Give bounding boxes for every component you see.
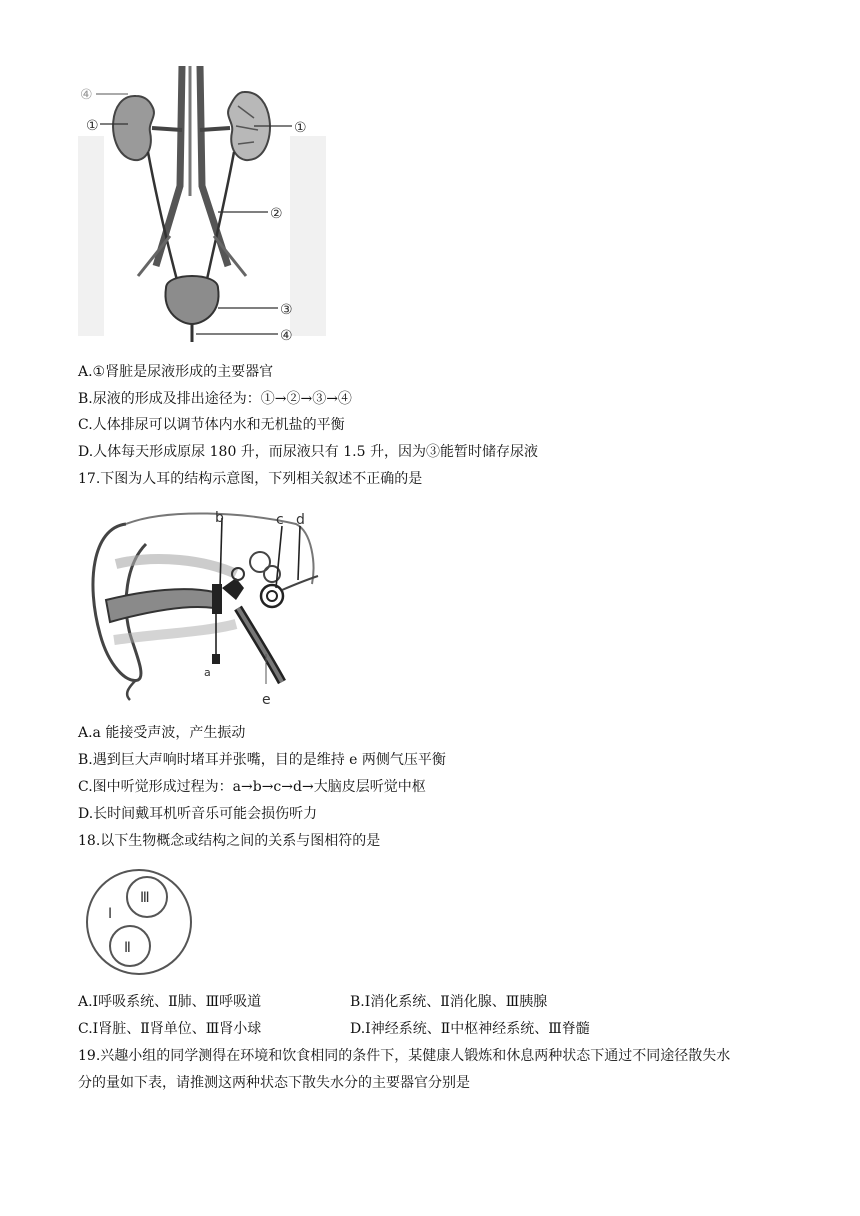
q17-question: 17.下图为人耳的结构示意图，下列相关叙述不正确的是 (78, 471, 423, 487)
urinary-system-figure (78, 66, 328, 350)
ear-label-b: b (215, 510, 224, 526)
venn-circles-figure (84, 862, 194, 982)
top-label: ④ (80, 87, 93, 103)
q17-option-d: D.长时间戴耳机听音乐可能会损伤听力 (78, 806, 318, 822)
q18-option-c: C.Ⅰ肾脏、Ⅱ肾单位、Ⅲ肾小球 (78, 1021, 262, 1037)
q16-option-c: C.人体排尿可以调节体内水和无机盐的平衡 (78, 417, 345, 433)
q16-option-b: B.尿液的形成及排出途径为：①→②→③→④ (78, 391, 352, 407)
q18-option-a: A.Ⅰ呼吸系统、Ⅱ肺、Ⅲ呼吸道 (78, 994, 262, 1010)
bladder-label: ③ (280, 302, 293, 318)
ureter-label: ② (270, 206, 283, 222)
circle-label-two: Ⅱ (124, 940, 131, 956)
ear-label-e: e (262, 692, 271, 708)
q19-question-line2: 分的量如下表，请推测这两种状态下散失水分的主要器官分别是 (78, 1075, 470, 1091)
q16-option-d: D.人体每天形成原尿 180 升，而尿液只有 1.5 升，因为③能暂时储存尿液 (78, 444, 538, 460)
q16-option-a: A.①肾脏是尿液形成的主要器官 (78, 364, 274, 380)
q19-question-line1: 19.兴趣小组的同学测得在环境和饮食相同的条件下，某健康人锻炼和休息两种状态下通过不同途径散失水 (78, 1048, 731, 1064)
kidney-label-right: ① (294, 120, 307, 136)
ear-structure-figure (86, 504, 322, 708)
q17-option-c: C.图中听觉形成过程为：a→b→c→d→大脑皮层听觉中枢 (78, 779, 426, 795)
ear-label-c: c (276, 512, 284, 528)
q17-option-a: A.a 能接受声波，产生振动 (78, 725, 246, 741)
q17-option-b: B.遇到巨大声响时堵耳并张嘴，目的是维持 e 两侧气压平衡 (78, 752, 446, 768)
q18-option-b: B.Ⅰ消化系统、Ⅱ消化腺、Ⅲ胰腺 (350, 994, 548, 1010)
ear-label-a: a (204, 666, 211, 679)
kidney-label-left: ① (86, 118, 99, 134)
urethra-label: ④ (280, 328, 293, 344)
circle-label-one: Ⅰ (108, 906, 113, 922)
circle-label-three: Ⅲ (140, 890, 150, 906)
q18-option-d: D.Ⅰ神经系统、Ⅱ中枢神经系统、Ⅲ脊髓 (350, 1021, 590, 1037)
ear-label-d: d (296, 512, 305, 528)
q18-question: 18.以下生物概念或结构之间的关系与图相符的是 (78, 833, 381, 849)
